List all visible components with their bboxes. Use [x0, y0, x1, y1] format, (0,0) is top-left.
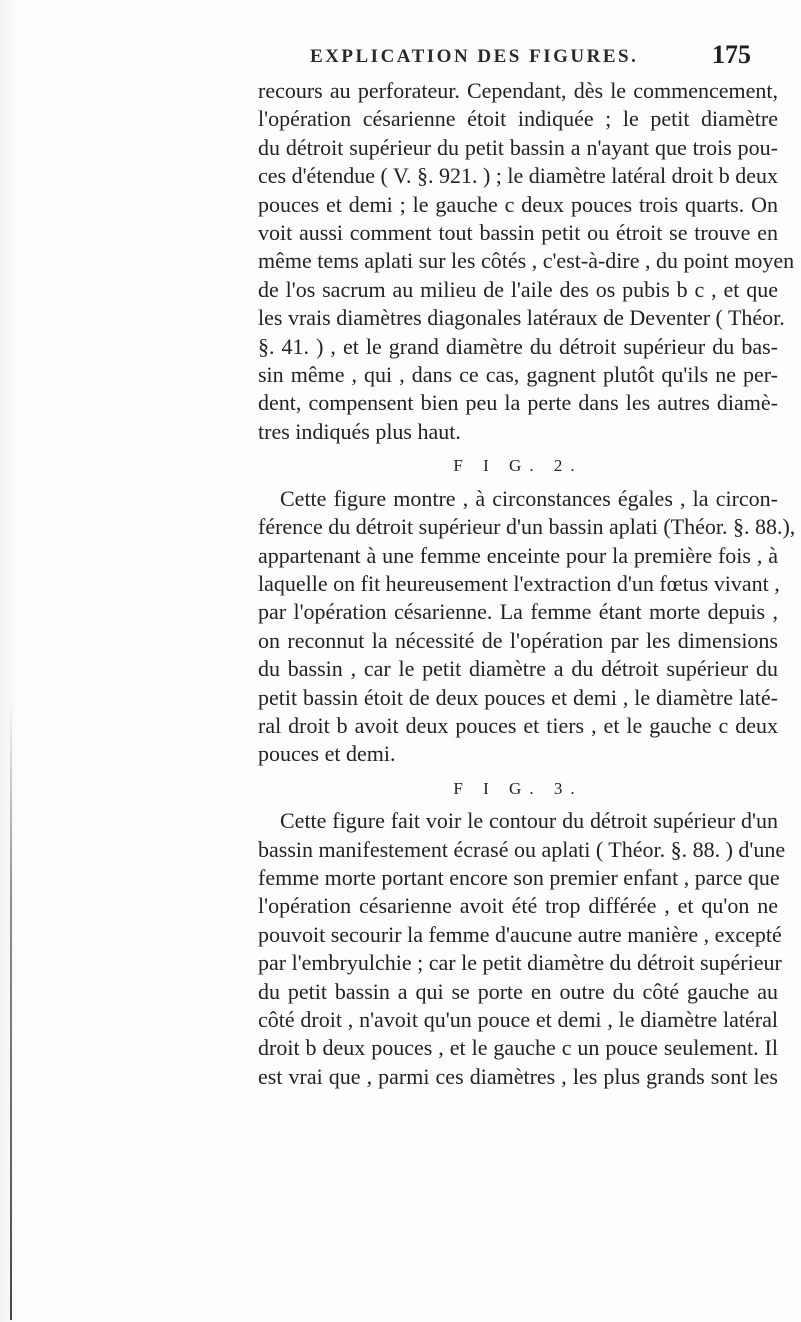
- text-line: petit bassin étoit de deux pouces et demi , le diamètre laté-: [258, 684, 778, 710]
- text-line: on reconnut la nécessité de l'opération par les dimensions: [258, 627, 778, 653]
- text-line: Cette figure montre , à circonstances égales , la circon-: [280, 485, 778, 511]
- text-line: appartenant à une femme enceinte pour la première fois , à: [258, 542, 778, 568]
- text-line: recours au perforateur. Cependant, dès le commencement,: [258, 78, 778, 103]
- figure-3-paragraph: [258, 807, 786, 1091]
- text-line: pouvoit secourir la femme d'aucune autre manière , excepté: [258, 921, 782, 947]
- text-line: est vrai que , parmi ces diamètres , les plus grands sont les: [258, 1063, 778, 1089]
- text-line: §. 41. ) , et le grand diamètre du détroit supérieur du bas-: [258, 333, 778, 359]
- page-number: 175: [712, 40, 751, 69]
- figure-3-heading: F I G. 3.: [453, 778, 583, 798]
- text-line: laquelle on fit heureusement l'extraction d'un fœtus vivant ,: [258, 570, 780, 596]
- text-line: par l'embryulchie ; car le petit diamètre du détroit supérieur: [258, 950, 782, 976]
- text-line: bassin manifestement écrasé ou aplati ( Théor. §. 88. ) d'une: [258, 836, 786, 862]
- text-line: femme morte portant encore son premier enfant , parce que: [258, 864, 780, 890]
- text-line: dent, compensent bien peu la perte dans les autres diamè-: [258, 390, 778, 416]
- text-line: tres indiqués plus haut.: [258, 418, 461, 444]
- page-edge-line: [10, 700, 12, 1320]
- figure-2-heading: F I G. 2.: [453, 456, 583, 476]
- text-line: l'opération césarienne avoit été trop différée , et qu'on ne: [258, 893, 778, 919]
- paragraph-continued: [258, 77, 795, 446]
- body-text: [258, 77, 796, 1091]
- text-line: pouces et demi ; le gauche c deux pouces trois quarts. On: [258, 191, 778, 217]
- text-line: de l'os sacrum au milieu de l'aile des os pubis b c , et que: [258, 276, 778, 302]
- text-line: férence du détroit supérieur d'un bassin aplati (Théor. §. 88.),: [258, 514, 796, 540]
- text-line: même tems aplati sur les côtés , c'est-à-dire , du point moyen: [258, 248, 795, 274]
- text-line: voit aussi comment tout bassin petit ou étroit se trouve en: [258, 220, 778, 246]
- text-line: pouces et demi.: [258, 741, 396, 767]
- text-line: côté droit , n'avoit qu'un pouce et demi , le diamètre latéral: [258, 1007, 778, 1032]
- running-title: EXPLICATION DES FIGURES.: [310, 46, 639, 67]
- text-line: Cette figure fait voir le contour du détroit supérieur d'un: [280, 808, 778, 834]
- text-line: ces d'étendue ( V. §. 921. ) ; le diamètre latéral droit b deux: [258, 163, 778, 189]
- text-line: du détroit supérieur du petit bassin a n'ayant que trois pou-: [258, 134, 778, 160]
- text-line: l'opération césarienne étoit indiquée ; le petit diamètre: [258, 106, 778, 132]
- text-line: les vrais diamètres diagonales latéraux de Deventer ( Théor.: [258, 305, 785, 331]
- running-header: [0, 40, 801, 74]
- text-line: ral droit b avoit deux pouces et tiers , et le gauche c deux: [258, 712, 778, 738]
- text-line: par l'opération césarienne. La femme étant morte depuis ,: [258, 599, 778, 625]
- text-line: sin même , qui , dans ce cas, gagnent plutôt qu'ils ne per-: [258, 362, 778, 388]
- text-line: du bassin , car le petit diamètre a du détroit supérieur du: [258, 656, 778, 682]
- figure-2-paragraph: [258, 485, 796, 769]
- text-line: du petit bassin a qui se porte en outre du côté gauche au: [258, 978, 778, 1004]
- text-line: droit b deux pouces , et le gauche c un pouce seulement. Il: [258, 1035, 778, 1061]
